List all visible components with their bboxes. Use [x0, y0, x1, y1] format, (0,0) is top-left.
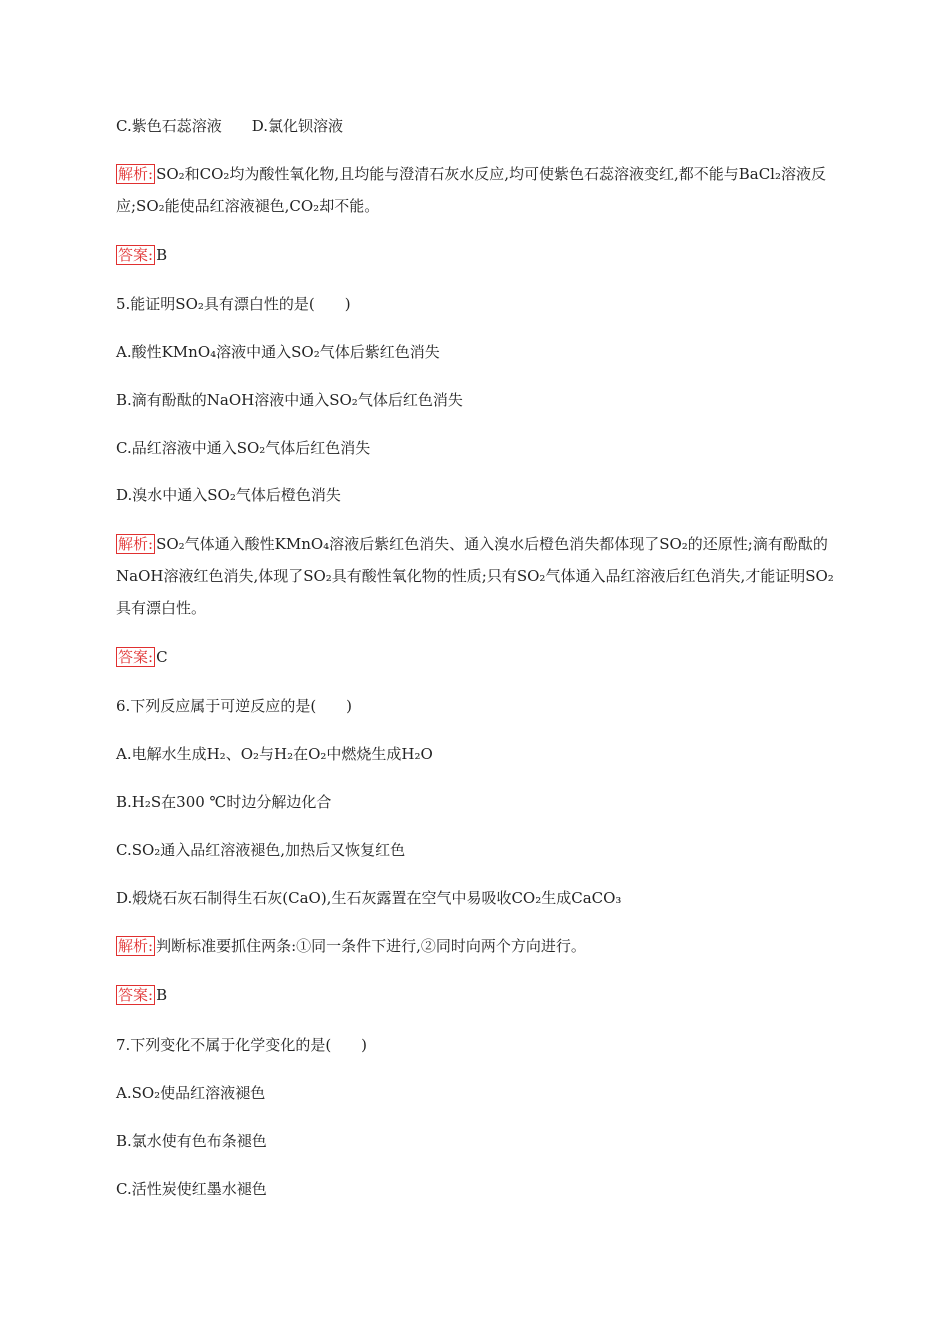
q5-analysis — [116, 528, 836, 624]
q5-option-d: D.溴水中通入SO₂气体后橙色消失 — [116, 486, 341, 504]
q6-analysis — [116, 930, 836, 962]
q5-stem: 5.能证明SO₂具有漂白性的是( ) — [116, 295, 351, 313]
q4-answer-value: B — [156, 246, 168, 264]
q6-answer — [116, 979, 836, 1011]
answer-label: 答案: — [118, 648, 154, 666]
q4-answer — [116, 239, 836, 271]
q5-answer-value: C — [156, 648, 168, 666]
q4-analysis-text: SO₂和CO₂均为酸性氧化物,且均能与澄清石灰水反应,均可使紫色石蕊溶液变红,都不能与BaCl₂溶液反应;SO₂能使品红溶液褪色,CO₂却不能。 — [116, 165, 826, 215]
q5-option-b: B.滴有酚酞的NaOH溶液中通入SO₂气体后红色消失 — [116, 391, 463, 409]
q7-option-c: C.活性炭使红墨水褪色 — [116, 1180, 267, 1198]
q7-stem: 7.下列变化不属于化学变化的是( ) — [116, 1036, 368, 1054]
answer-label: 答案: — [118, 246, 154, 264]
answer-label: 答案: — [118, 986, 154, 1004]
q7-option-a: A.SO₂使品红溶液褪色 — [116, 1084, 266, 1102]
q4-option-c: C.紫色石蕊溶液 — [116, 117, 222, 135]
q7-option-b: B.氯水使有色布条褪色 — [116, 1132, 267, 1150]
q5-analysis-text: SO₂气体通入酸性KMnO₄溶液后紫红色消失、通入溴水后橙色消失都体现了SO₂的还原性;滴有酚酞的NaOH溶液红色消失,体现了SO₂具有酸性氧化物的性质;只有SO₂气体通入品红溶液后红色消失,才能证明SO₂具有漂白性。 — [116, 535, 834, 617]
analysis-label: 解析: — [118, 535, 154, 553]
q6-stem: 6.下列反应属于可逆反应的是( ) — [116, 697, 353, 715]
q6-analysis-text: 判断标准要抓住两条:①同一条件下进行,②同时向两个方向进行。 — [156, 937, 586, 955]
q6-option-c: C.SO₂通入品红溶液褪色,加热后又恢复红色 — [116, 841, 406, 859]
q5-option-c: C.品红溶液中通入SO₂气体后红色消失 — [116, 439, 371, 457]
q5-answer — [116, 641, 836, 673]
q5-option-a: A.酸性KMnO₄溶液中通入SO₂气体后紫红色消失 — [116, 343, 440, 361]
analysis-label: 解析: — [118, 937, 154, 955]
q6-answer-value: B — [156, 986, 168, 1004]
q6-option-d: D.煅烧石灰石制得生石灰(CaO),生石灰露置在空气中易吸收CO₂生成CaCO₃ — [116, 889, 622, 907]
analysis-label: 解析: — [118, 165, 154, 183]
q4-analysis — [116, 158, 836, 222]
q6-option-b: B.H₂S在300 ℃时边分解边化合 — [116, 793, 332, 811]
q6-option-a: A.电解水生成H₂、O₂与H₂在O₂中燃烧生成H₂O — [116, 745, 433, 763]
q4-option-d: D.氯化钡溶液 — [251, 117, 343, 135]
q4-options-cd — [116, 110, 836, 142]
